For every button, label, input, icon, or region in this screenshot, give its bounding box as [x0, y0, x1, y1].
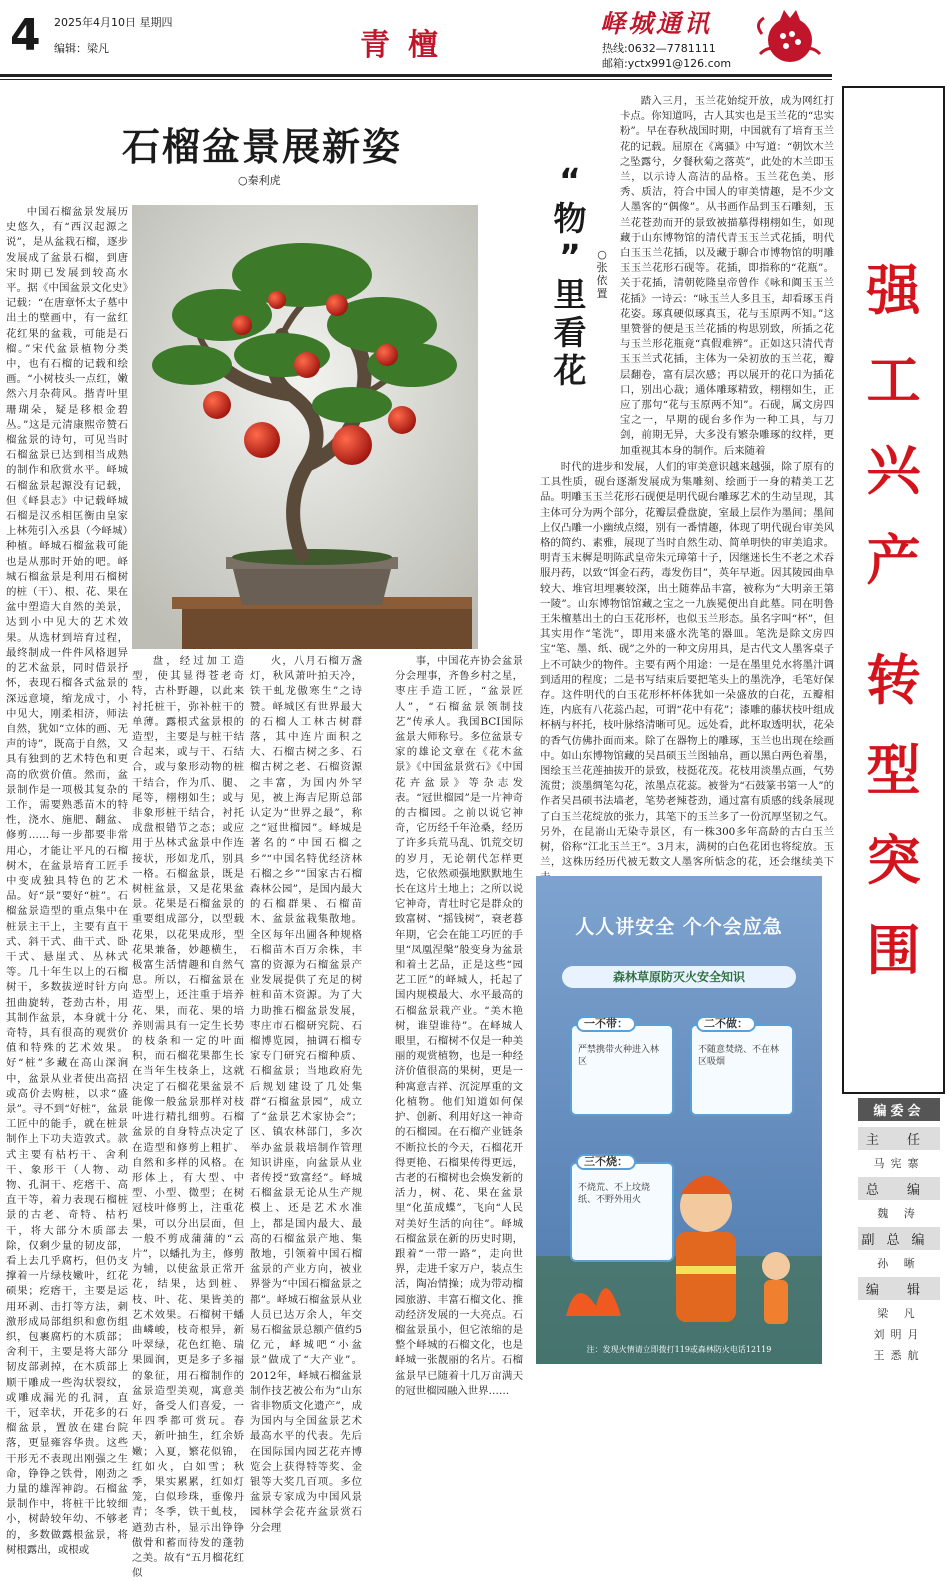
side-article-byline: ○张依置: [596, 248, 608, 300]
safety-card: [690, 1017, 794, 1116]
title-char: ”: [559, 237, 581, 276]
paragraph: 盘，经过加工造型，使其显得苍老奇特，古朴野趣，以此来衬托桩干，弥补桩干的单薄。露根式盆景根的造型，主要是与桩干结合起来，或与干、石结合，或与象形动物的桩干结合，作为爪、腿、尾等，栩栩如生；或与非象形桩干结合，衬托成盘根错节之态；或应用于丛林式盆景中作连接状，形如龙爪，别具一格。石榴盆景，既是树桩盆景，又是花果盆景。花果是石榴盆景的重要组成部分，以型载花果，以花果成形，型花果兼备，妙趣横生，极富生活情趣和自然气息。所以，石榴盆景在造型上，还注重于培养花、果，而花、果的培养则需具有一定生长势的枝条和一定的叶面积，而石榴花果都生长在当年生枝条上，这就决定了石榴花果盆景不能像一般盆景那样对枝叶进行精扎细剪。石榴盆景的自身特点决定了在造型和修剪上粗扩、自然和多样的风格。在形体上，有大型、中型、小型、微型；在树冠枝叶修剪上，注重花果，可以分出层面，但一般不剪成蒲蒲的“云片”，以蟠扎为主，修剪为辅，以使盆景正常开花，结果，达到桩、枝、叶、花、果皆美的艺术效果。石榴树干蟠曲嶙峻，枝奇根异，新叶翠绿，花色红艳、瑞果圆润，更是多子多福的象征，用石榴制作的盆景造型美观，寓意美好，备受人们喜爱，一年四季都可赏玩。春天，新叶抽生，红余娇嫩；入夏，繁花似锦，红如火，白如雪；秋季，果实累累，红如灯笼，白似珍珠，垂像丹青；冬季，铁干虬枝，遒劲古朴，显示出铮铮傲骨和蓄而待发的蓬勃之美。故有“五月榴花红似: [132, 655, 244, 1580]
editorial-name: 王悉航: [873, 1349, 925, 1362]
editorial-name: 马宪寨: [873, 1157, 925, 1170]
editorial-heading: 编委会: [858, 1098, 940, 1121]
banner-char: 突: [866, 829, 921, 892]
newspaper-logo: 峄城通讯: [600, 9, 713, 38]
ad-subtitle: 森林草原防灭火安全知识: [562, 966, 796, 988]
safety-ad: [536, 876, 822, 1364]
paragraph: 火，八月石榴万盏灯，秋风萧叶拍天冷，铁干虬龙傲寒生”之诗赞。峄城区有世界最大的石榴人工林古树群落，其中连片面积之大、石榴古树之多、石榴古树之老、石榴资源之丰富，为国内外罕见，被上海吉尼斯总部认定为“世界之最”，称之“冠世榴园”。峄城是著名的“中国石榴之乡”“中国名特优经济林石榴之乡”“国家古石榴森林公园”，是国内最大的石榴群果、石榴苗木、盆景盆栽集散地。全区每年出圃各种规格石榴苗木百万余株，丰富的资源为石榴盆景产业发展提供了充足的树桩和苗木资源。为了大力助推石榴盆景发展，枣庄市石榴研究院、石榴博览园，抽调石榴专家专门研究石榴种质、石榴盆景；当地政府先后规划建设了几处集群“石榴盆景园”，成立了“盆景艺术家协会”；区、镇农林部门，多次举办盆景栽培制作管理知识讲座，向盆景从业者传授“致富经”。峄城石榴盆景无论从生产规模上、还是艺术水准上，都是国内最大、最高的石榴盆景产地、集散地，引领着中国石榴盆景的产业方向，被业界誉为“中国石榴盆景之都”。峄城石榴盆景从业人员已达万余人，年交易石榴盆景总额产值约5亿元，峄城吧“小盆景”做成了“大产业”。2012年，峄城石榴盆景制作技艺被公布为“山东省非物质文化遗产”，成为国内与全国盆景艺术最高水平的代表。先后在国际国内园艺花卉博览会上获得特等奖、金银等大奖几百项。多位盆景专家成为中国风景园林学会花卉盆景赏石分会理: [250, 655, 362, 1534]
email: 邮箱:yctx991@126.com: [602, 57, 732, 70]
banner-char: 转: [866, 649, 921, 712]
article-column: [132, 654, 244, 1580]
slogan-banner: [842, 86, 945, 1094]
card-title: 二不做：: [696, 1016, 756, 1032]
card-text: 不烧荒、不上坟烧纸、不野外用火: [578, 1183, 651, 1205]
banner-char: 型: [866, 739, 921, 802]
editorial-board: [858, 1098, 940, 1363]
banner-char: 产: [866, 529, 921, 592]
article-byline: ○秦利虎: [238, 174, 281, 187]
card-title: 一不带：: [576, 1016, 636, 1032]
ad-title: 人人讲安全 个个会应急: [575, 916, 783, 938]
editorial-name: 刘明月: [873, 1328, 925, 1341]
editorial-name: 魏 涛: [877, 1207, 921, 1220]
paragraph: 事，中国花卉协会盆景分会理事，齐鲁乡村之星，枣庄手造工匠，“盆景匠人”，“石榴盆景领制技艺”传承人。我国BCI国际盆景大师称号。多位盆景专家的雄论文章在《花木盆景》《中国盆景赏石》《中国花卉盆景》等杂志发表。“冠世榴园”是一片神奇的古榴园。之前以说它神奇，它历经千年沧桑，经历了许多兵荒马乱、饥荒交切的岁月，无论朝代怎样更迭，它依然顽强地默默地生长在这片土地上；之所以说它神奇，青壮时它是群众的致富树、“摇钱树”，衰老暮年期，它会在能工巧匠的手里“凤凰涅槃”般变身为盆景和着土艺品，正是这些“园艺工匠”的峄城人，托起了国内规模最大、水平最高的石榴盆景栽产业。“美木艳树，谁望谁待”。在峄城人眼里，石榴树不仅是一种美丽的观赏植物，也是一种经济价值很高的果树，更是一种寓意吉祥、沉淀厚重的文化植物。他们知道如何保护、创新、利用好这一神奇的石榴园。在石榴产业链条不断拉长的今天，石榴花开得更艳、石榴果传得更远，古老的石榴树也会焕发新的活力，树、花、果在盆景里“化茧成蝶”，飞向“人民对美好生活的向往”。峄城石榴盆景在新的历史时期，跟着“一带一路”，走向世界，走进千家万户，装点生活，陶冶情操；成为带动榴园旅游、丰富石榴文化、推动经济发展的一大亮点。石榴盆景虽小，但它浓缩的是整个峄城的石榴文化，也是峄城一张靓丽的名片。石榴盆景早已随着十几万亩满天的冠世榴园融入世界……: [395, 655, 523, 1397]
pomegranate-bonsai-photo: [132, 205, 478, 649]
card-text: 不随意焚烧、不在林区吸烟: [698, 1045, 780, 1067]
paragraph: 中国石榴盆景发展历史悠久，有“西汉起源之说”，是从盆栽石榴，逐步发展成了盆景石榴，到唐宋时期已发展到较高水平。据《中国盆景文化史》记载：“在唐章怀太子墓中出土的壁画中，有一盆红花红果的盆栽，可能是石榴。”宋代盆景植物分类中，也有石榴的记载和绘画。“小树枝头一点红，嫩然六月杂荷风。揩青叶里珊瑚朵，疑是移根金碧丛。”这是元清康熙帝赞石榴盆景的诗句，可见当时石榴盆景已达到相当成熟的制作和欣赏水平。峄城石榴盆景起源没有记载，但《峄县志》中记载峄城石榴是汉丞相匡衡由皇家上林苑引入丞县（今峄城）种植。峄城石榴盆栽可能也是从那时开始的吧。峄城石榴盆景是利用石榴树的桩（干）、根、花、果在盆中塑造大自然的美景，达到小中见大的艺术效果。从选材到培育过程，最终制成一件件风格迥异的艺术盆景，同时借景抒怀，表现石榴各式盆景的深远意境，缩龙成寸，小中见大，刚柔相济，师法自然，犹如“立体的画、无声的诗”，既高于自然，又具有独到的艺术特色和更高的欣赏价值。然而，盆景制作是一项极其复杂的工作，需要熟悉苗木的特性，浇水、施肥、翻盆、修剪……每一步都要非常用心，才能让平凡的石榴树木，在盆景培育工匠手中变成独具特色的艺术品。好“景”要好“桩”。石榴盆景造型的重点集中在桩景主干上，主要有直干式、斜干式、曲干式、卧干式、悬崖式、丛林式等。几十年生以上的石榴树干，多数拔逆时针方向扭曲旋转，苍劲古朴，用其制作盆景，本身就十分奇特，具有很高的观赏价值和特殊的艺术效果。好“桩”多藏在高山深涧中，盆景从业者使出高招或高价去购桩，以求“盛景”。寻不到“好桩”，盆景工匠中的能手，就在桩景制作上下功夫造敦式。款式主要有枯朽干、舍利干、象形干（人物、动物、孔洞干、疙瘩干、高直干等，着力表现石榴桩景的古老、奇特、枯朽干，将大部分木质部去除，仅剩少量的韧皮部，看上去几乎腐朽，但仍支撑着一片绿枝嫩叶，红花硕果；疙瘩干，主要是运用环剥、击打等方法，刺激形成局部组织和愈伤组织，包裹腐朽的木质部；舍利干，主要是将大部分韧皮部剥掉，在木质部上顺干雕成一些沟状裂纹，或雕成漏光的孔洞，直干，冠幸状，开花多的石榴盆景，置放在建台院落，更显雍容华贵。这些干形无不表现出刚强之生命，铮铮之铁骨，刚劲之力量的雄浑神韵。石榴盆景制作中，将桩干比较细小，树龄较年幼、不够老的，多数做露根盆景，将树根露出，或根或: [6, 206, 128, 1556]
safety-card: [570, 1017, 674, 1116]
editorial-role: 编 辑: [858, 1277, 940, 1300]
pomegranate-flower-icon: [750, 4, 830, 72]
banner-char: 工: [866, 349, 921, 412]
hotline: 热线:0632—7781111: [602, 42, 716, 55]
article-column: [395, 654, 523, 1397]
issue-date: 2025年4月10日 星期四: [54, 16, 173, 29]
side-article-column: [540, 460, 834, 869]
header-rule: [0, 74, 832, 77]
editorial-role: 主 任: [858, 1127, 940, 1150]
title-char: 物: [553, 199, 587, 238]
title-char: 花: [553, 351, 587, 390]
banner-char: 兴: [866, 439, 921, 502]
page-editor: 编辑：梁凡: [54, 42, 109, 55]
side-article-column: [620, 94, 834, 460]
page-number: 4: [10, 10, 41, 61]
title-char: “: [559, 161, 581, 200]
editorial-role: 副总编: [858, 1227, 940, 1250]
editorial-role: 总 编: [858, 1177, 940, 1200]
ad-footer: 注：发现火情请立即拨打119或森林防火电话12119: [586, 1345, 772, 1354]
paragraph: 时代的进步和发展，人们的审美意识越来越强，除了原有的工具性质，砚台逐渐发展成为集雕刻、绘画于一身的精美工艺品。明雕玉玉兰花形石砚便是明代砚台雕琢艺术的生动呈现，其主体可分为两个部分，花瓣层叠盘旋，室最上层作为墨间；墨间上仅凸雕一小幽绒点缀，别有一番情趣，体现了明代砚台审美风格的简约、素雅，展现了当时自然生动、简单明快的审美追求。明青玉末樨是明陈武皇帝朱元璋第十子，因继迷长生不老之术吞服丹药，以致“饵金石药，毒发伤目”，英年早逝。因其陵园曲阜较大、堆官坦埋裹较深，出土随葬品丰富，被称为“大明亲王第一陵”。山东博物馆馆藏之宝之一九族冕便出自此墓。同在明鲁王朱檀墓出土的白玉花形杯，也似玉兰形态。虽名字叫“杯”，但其实用作“笔洗”，即用来盛水洗笔的器皿。笔洗是除文房四宝“笔、墨、纸、砚”之外的一种文房用具，是古代文人墨客桌子上不可缺少的物件。主要有两个用途：一是在墨里兑水将墨汁调到适用的程度；二是书写结束后要把笔头上的墨洗净，毛笔好保存。这件明代的白玉花形杯杯体犹如一朵盛放的白花，五瓣相连，内底有八花蕊凸起，可谓“花中有花”；漆雕的藤状枝叶组成杯柄与杯托，枝叶脉络清晰可见。远处看，此杯取透明状，花朵的香气仿佛扑面而来。除了在器物上的雕琢，玉兰也出现在绘画中。如山东博物馆藏的吴昌硕玉兰图轴帛，画以黑白两色着墨，图绘玉兰花莲抽拔开的景致，枝挺花茂。花枝用淡墨点画，气势流贯；淡墨绸笔勾花，浓墨点花蕊。被誉为“石鼓篆书第一人”的作者吴昌硕书法墙老，笔势老辣苍劲，通过富有质感的线条展现了白玉兰花绽放的张力，其笔下的玉兰多了一份沉厚坚韧之气。另外，在昆嵛山无染寺景区，有一株300多年高龄的古白玉兰树，俗称“江北玉兰王”。3月末，满树的白色花团也将绽放。玉兰，这株历经历代被无数文人墨客所惦念的花，还会继续美下: [540, 461, 834, 869]
editorial-name: 孙 晰: [877, 1257, 921, 1270]
banner-char: 强: [866, 259, 921, 322]
safety-card: [570, 1155, 674, 1262]
paragraph: 踏入三月，玉兰花始绽开放，成为网红打卡点。你知道吗，古人其实也是玉兰花的“忠实粉”。早在春秋战国时期，中国就有了培育玉兰花的记载。屈原在《离骚》中写道：“朝饮木兰之坠露兮，夕餐秋菊之落英”，此处的木兰即玉兰，以示诗人高洁的品格。玉兰花色美、形秀、质洁，符合中国人的审美情趣，是不少文人墨客的“偶像”。从书画作品到玉石雕刻，玉兰花苍劲而开的景致被描摹得栩栩如生，如现藏于山东博物馆的清代青玉玉兰式花插，明代白玉玉兰花插，以及藏于聊合市博物馆的明雕玉玉兰花形石砚等。花插，即指称的“花瓶”。关于花插，清朝乾隆皇帝曾作《咏和阗玉玉兰花插》一诗云：“咏玉兰人多且玉，却看琢玉肖花姿。琢真硬似琢真玉，花与玉原两不知。”这里赞誉的便是玉兰花插的构思别致，所插之花与玉兰形花瓶竟“真假难辨”。正如这只清代青玉玉兰式花插，主体为一朵初放的玉兰花，瓣层翻卷，富有层次感；再以展开的花口为插花口，别出心裁；通体雕琢精致，栩栩如生，正应了那句“花与玉原两不知”。石砚，属文房四宝之一，早期的砚台多作为一种工具，与刀剑，前期无异，大多没有繁杂雕琢的纹样，更加重视其本身的制作。后来随着: [620, 95, 834, 457]
article-column: [6, 205, 128, 1556]
title-char: 里: [553, 275, 587, 314]
section-title: 青檀: [360, 28, 456, 63]
article-title: 石榴盆景展新姿: [122, 125, 403, 169]
card-text: 严禁携带火种进入林区: [578, 1045, 660, 1067]
article-column: [250, 654, 362, 1534]
banner-char: 围: [866, 919, 921, 982]
firefighter-illustration: [536, 876, 822, 1364]
editorial-name: 梁 凡: [877, 1307, 921, 1320]
card-title: 三不烧：: [576, 1154, 636, 1170]
side-article-title: [550, 162, 590, 390]
header-rule-thin: [0, 79, 832, 80]
title-char: 看: [553, 313, 587, 352]
